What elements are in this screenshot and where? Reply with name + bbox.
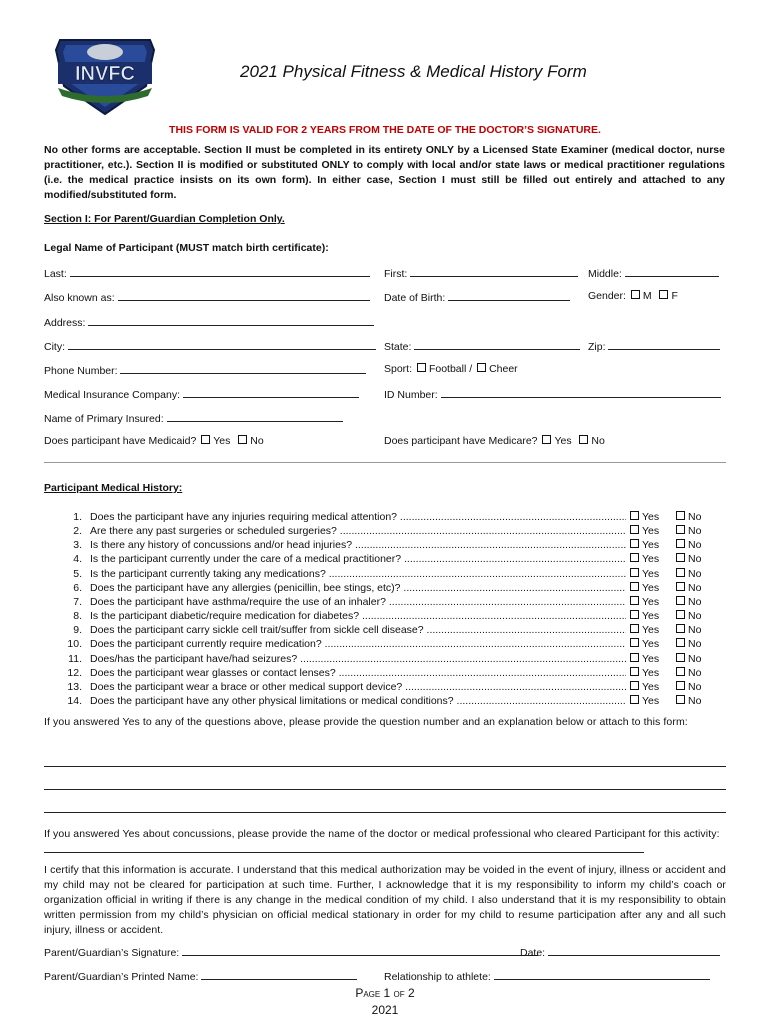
question-text: Does the participant have any injuries requiring medical attention? ..... xyxy=(90,511,626,523)
no-checkbox[interactable] xyxy=(676,695,685,704)
question-text: Is the participant currently taking any medications? ..... xyxy=(90,568,626,580)
gender-m-label: M xyxy=(642,290,652,302)
question-number: 11. xyxy=(68,652,82,665)
middle-label: Middle: xyxy=(588,268,622,280)
yes-checkbox[interactable] xyxy=(630,610,639,619)
question-text: Are there any past surgeries or scheduled surgeries? ..... xyxy=(90,525,626,537)
certification-paragraph: I certify that this information is accurate. I understand that this medical authorization may be voided in the event of injury, illness or accident and my child may not be cleared for participation at such time. Further, I acknowledge that it is my responsibility to inform my child’s coach or organization official in writing if there is any change in the medical condition of my child. I also understand that it is my responsibility to obtain written permission from my child’s physician on official medical stationary in order for my child to resume participation after any and all such injury, illness or accident. xyxy=(44,864,726,936)
medicare-question xyxy=(384,435,605,447)
no-label: No xyxy=(688,581,702,594)
relationship-field[interactable] xyxy=(384,969,710,983)
no-label: No xyxy=(688,666,702,679)
section1-heading: Section I: For Parent/Guardian Completion Only. xyxy=(44,213,285,225)
state-field[interactable] xyxy=(384,339,580,353)
city-field[interactable] xyxy=(44,339,376,353)
zip-label: Zip: xyxy=(588,341,606,353)
question-text: Does the participant have any other physical limitations or medical conditions? ..... xyxy=(90,695,626,707)
question-yes-option[interactable] xyxy=(628,667,659,679)
cheer-label: Cheer xyxy=(489,363,518,375)
no-checkbox[interactable] xyxy=(676,511,685,520)
insurance-field[interactable] xyxy=(44,387,359,401)
no-label: No xyxy=(688,694,702,707)
medical-question-row xyxy=(0,624,770,638)
no-label: No xyxy=(688,624,702,637)
concussion-prompt-text: If you answered Yes about concussions, please provide the name of the doctor or medical professional who cleared Participant for this activity: xyxy=(44,828,720,840)
aka-line[interactable] xyxy=(118,290,370,301)
medical-question-row xyxy=(0,582,770,596)
id-number-line[interactable] xyxy=(441,387,721,398)
medical-question-row xyxy=(0,553,770,567)
yes-checkbox[interactable] xyxy=(630,568,639,577)
explain-line-3[interactable] xyxy=(44,812,726,813)
question-yes-option[interactable] xyxy=(628,568,659,580)
football-checkbox[interactable] xyxy=(417,363,426,372)
question-number: 12. xyxy=(67,666,82,679)
medical-question-row xyxy=(0,681,770,695)
cheer-checkbox[interactable] xyxy=(477,363,486,372)
medicaid-no-label: No xyxy=(250,435,264,447)
medical-question-row xyxy=(0,596,770,610)
gender-label: Gender: xyxy=(588,290,626,302)
form-title: 2021 Physical Fitness & Medical History Form xyxy=(240,62,587,81)
question-no-option[interactable] xyxy=(674,624,701,636)
question-number: 1. xyxy=(73,511,82,523)
explain-prompt: If you answered Yes to any of the questions above, please provide the question number and an explanation below or attach to this form: xyxy=(44,716,688,728)
yes-label: Yes xyxy=(642,652,660,665)
zip-field[interactable] xyxy=(588,339,720,353)
yes-label: Yes xyxy=(642,610,660,623)
state-label: State: xyxy=(384,341,412,353)
question-no-option[interactable] xyxy=(674,582,701,594)
question-number: 8. xyxy=(73,610,82,623)
printed-name-field[interactable] xyxy=(44,969,357,983)
no-label: No xyxy=(688,680,702,693)
last-name-field[interactable] xyxy=(44,266,370,280)
phone-label: Phone Number: xyxy=(44,365,118,377)
question-yes-option[interactable] xyxy=(628,653,659,665)
signature-field[interactable] xyxy=(44,945,538,959)
primary-insured-label: Name of Primary Insured: xyxy=(44,413,164,425)
sport-field xyxy=(384,363,518,375)
yes-label: Yes xyxy=(642,581,660,594)
medicaid-no-checkbox[interactable] xyxy=(238,435,247,444)
gender-f-label: F xyxy=(671,290,678,302)
no-label: No xyxy=(688,539,702,552)
insurance-line[interactable] xyxy=(183,387,359,398)
footer-year: 2021 xyxy=(371,1003,399,1017)
medical-question-row xyxy=(0,638,770,652)
no-checkbox[interactable] xyxy=(676,568,685,577)
signature-line[interactable] xyxy=(182,945,538,956)
medicaid-yes-checkbox[interactable] xyxy=(201,435,210,444)
question-no-option[interactable] xyxy=(674,667,701,679)
no-label: No xyxy=(688,610,702,623)
no-checkbox[interactable] xyxy=(676,582,685,591)
question-no-option[interactable] xyxy=(674,638,701,650)
phone-field[interactable] xyxy=(44,363,366,377)
no-label: No xyxy=(688,652,702,665)
concussion-line[interactable] xyxy=(44,842,644,853)
question-text: Does the participant wear glasses or contact lenses? ..... xyxy=(90,667,626,679)
yes-label: Yes xyxy=(642,539,660,552)
medicaid-label: Does participant have Medicaid? xyxy=(44,435,197,447)
relationship-line[interactable] xyxy=(494,969,710,980)
dob-field[interactable] xyxy=(384,290,570,304)
yes-label: Yes xyxy=(642,525,660,538)
gender-field xyxy=(588,290,678,302)
question-yes-option[interactable] xyxy=(628,624,659,636)
question-yes-option[interactable] xyxy=(628,695,659,707)
question-text: Does/has the participant have/had seizures? ..... xyxy=(90,653,626,665)
question-no-option[interactable] xyxy=(674,511,701,523)
legal-name-label: Legal Name of Participant (MUST match birth certificate): xyxy=(44,242,329,254)
first-name-field[interactable] xyxy=(384,266,578,280)
state-line[interactable] xyxy=(414,339,580,350)
yes-label: Yes xyxy=(642,694,660,707)
no-checkbox[interactable] xyxy=(676,539,685,548)
question-text: Does the participant wear a brace or other medical support device? ..... xyxy=(90,681,626,693)
question-no-option[interactable] xyxy=(674,695,701,707)
yes-label: Yes xyxy=(642,638,660,651)
question-no-option[interactable] xyxy=(674,653,701,665)
question-number: 5. xyxy=(73,567,82,580)
question-text: Does the participant have asthma/require the use of an inhaler? ..... xyxy=(90,596,626,608)
question-number: 2. xyxy=(73,525,82,538)
yes-checkbox[interactable] xyxy=(630,624,639,633)
id-number-field[interactable] xyxy=(384,387,721,401)
question-text: Does the participant currently require medication? ..... xyxy=(90,638,626,650)
page-number: Page 1 of 2 xyxy=(355,986,415,1000)
yes-label: Yes xyxy=(642,624,660,637)
middle-line[interactable] xyxy=(625,266,719,277)
gender-m-checkbox[interactable] xyxy=(631,290,640,299)
no-label: No xyxy=(688,595,702,608)
date-field[interactable] xyxy=(520,945,720,959)
question-no-option[interactable] xyxy=(674,568,701,580)
medical-question-row xyxy=(0,511,770,525)
medicaid-yes-label: Yes xyxy=(213,435,231,447)
medicare-no-checkbox[interactable] xyxy=(579,435,588,444)
phone-line[interactable] xyxy=(120,363,366,374)
insurance-label: Medical Insurance Company: xyxy=(44,389,180,401)
address-line[interactable] xyxy=(88,315,374,326)
question-number: 14. xyxy=(67,694,82,707)
signature-label: Parent/Guardian’s Signature: xyxy=(44,947,180,959)
concussion-prompt xyxy=(44,827,726,858)
date-line[interactable] xyxy=(548,945,720,956)
question-text: Does the participant have any allergies (penicillin, bee stings, etc)? ..... xyxy=(90,582,626,594)
address-field[interactable] xyxy=(44,315,374,329)
yes-label: Yes xyxy=(642,567,660,580)
intro-paragraph: No other forms are acceptable. Section II must be completed in its entirety ONLY by a Licensed State Examiner (medical doctor, nurse practitioner, etc.). Section II is modified or substituted ONLY to comply with local and/or state laws or medical practitioner regulations (i.e. the medical practice insists on its own form). In either case, Section I must still be filled out entirely and attached to any modified/substituted form. xyxy=(44,144,725,201)
yes-label: Yes xyxy=(642,666,660,679)
last-label: Last: xyxy=(44,268,67,280)
no-checkbox[interactable] xyxy=(676,525,685,534)
yes-checkbox[interactable] xyxy=(630,653,639,662)
medical-question-row xyxy=(0,525,770,539)
first-label: First: xyxy=(384,268,408,280)
relationship-label: Relationship to athlete: xyxy=(384,971,491,983)
medical-question-row xyxy=(0,539,770,553)
no-label: No xyxy=(688,638,702,651)
yes-checkbox[interactable] xyxy=(630,596,639,605)
medical-question-row xyxy=(0,610,770,624)
question-number: 10. xyxy=(67,638,82,651)
yes-checkbox[interactable] xyxy=(630,582,639,591)
no-label: No xyxy=(688,511,702,523)
question-number: 3. xyxy=(73,539,82,552)
date-label: Date: xyxy=(520,947,546,959)
medicaid-question xyxy=(44,435,264,447)
yes-label: Yes xyxy=(642,680,660,693)
last-line[interactable] xyxy=(70,266,370,277)
question-no-option[interactable] xyxy=(674,525,701,537)
city-line[interactable] xyxy=(68,339,376,350)
medical-question-row xyxy=(0,568,770,582)
gender-f-checkbox[interactable] xyxy=(659,290,668,299)
id-number-label: ID Number: xyxy=(384,389,438,401)
no-checkbox[interactable] xyxy=(676,596,685,605)
explain-line-1[interactable] xyxy=(44,766,726,767)
city-label: City: xyxy=(44,341,65,353)
question-text: Is there any history of concussions and/or head injuries? ..... xyxy=(90,539,626,551)
question-no-option[interactable] xyxy=(674,553,701,565)
question-yes-option[interactable] xyxy=(628,638,659,650)
logo-text: INVFC xyxy=(75,63,135,85)
section-divider xyxy=(44,462,726,463)
question-yes-option[interactable] xyxy=(628,596,659,608)
printed-name-line[interactable] xyxy=(201,969,357,980)
no-checkbox[interactable] xyxy=(676,553,685,562)
question-yes-option[interactable] xyxy=(628,582,659,594)
question-yes-option[interactable] xyxy=(628,610,659,622)
yes-label: Yes xyxy=(642,553,660,566)
first-line[interactable] xyxy=(410,266,578,277)
medicare-yes-checkbox[interactable] xyxy=(542,435,551,444)
question-yes-option[interactable] xyxy=(628,681,659,693)
no-label: No xyxy=(688,553,702,566)
middle-name-field[interactable] xyxy=(588,266,719,280)
yes-checkbox[interactable] xyxy=(630,553,639,562)
question-yes-option[interactable] xyxy=(628,511,659,523)
question-yes-option[interactable] xyxy=(628,525,659,537)
medicare-label: Does participant have Medicare? xyxy=(384,435,538,447)
no-checkbox[interactable] xyxy=(676,638,685,647)
no-label: No xyxy=(688,567,702,580)
yes-label: Yes xyxy=(642,595,660,608)
dob-line[interactable] xyxy=(448,290,570,301)
dob-label: Date of Birth: xyxy=(384,292,446,304)
football-label: Football / xyxy=(428,363,473,375)
question-no-option[interactable] xyxy=(674,681,701,693)
yes-checkbox[interactable] xyxy=(630,638,639,647)
medical-question-row xyxy=(0,667,770,681)
question-yes-option[interactable] xyxy=(628,553,659,565)
no-label: No xyxy=(688,525,702,538)
medical-question-row xyxy=(0,653,770,667)
address-label: Address: xyxy=(44,317,86,329)
medicare-no-label: No xyxy=(591,435,605,447)
question-text: Is the participant currently under the care of a medical practitioner? ..... xyxy=(90,553,626,565)
aka-field[interactable] xyxy=(44,290,370,304)
aka-label: Also known as: xyxy=(44,292,115,304)
no-checkbox[interactable] xyxy=(676,681,685,690)
question-number: 6. xyxy=(73,581,82,594)
explain-line-2[interactable] xyxy=(44,789,726,790)
question-text: Does the participant carry sickle cell trait/suffer from sickle cell disease? ..... xyxy=(90,624,626,636)
yes-label: Yes xyxy=(642,511,660,523)
yes-checkbox[interactable] xyxy=(630,681,639,690)
yes-checkbox[interactable] xyxy=(630,525,639,534)
no-checkbox[interactable] xyxy=(676,667,685,676)
question-number: 9. xyxy=(73,624,82,637)
medicare-yes-label: Yes xyxy=(554,435,572,447)
question-no-option[interactable] xyxy=(674,596,701,608)
question-number: 7. xyxy=(73,595,82,608)
question-no-option[interactable] xyxy=(674,610,701,622)
yes-checkbox[interactable] xyxy=(630,695,639,704)
question-yes-option[interactable] xyxy=(628,539,659,551)
yes-checkbox[interactable] xyxy=(630,539,639,548)
primary-insured-line[interactable] xyxy=(167,411,343,422)
invfc-logo xyxy=(50,28,160,118)
medical-question-row xyxy=(0,695,770,709)
question-no-option[interactable] xyxy=(674,539,701,551)
question-number: 13. xyxy=(67,680,82,693)
medical-history-heading: Participant Medical History: xyxy=(44,482,183,494)
zip-line[interactable] xyxy=(608,339,720,350)
no-checkbox[interactable] xyxy=(676,610,685,619)
printed-name-label: Parent/Guardian’s Printed Name: xyxy=(44,971,199,983)
no-checkbox[interactable] xyxy=(676,624,685,633)
primary-insured-field[interactable] xyxy=(44,411,343,425)
sport-label: Sport: xyxy=(384,363,413,375)
no-checkbox[interactable] xyxy=(676,653,685,662)
yes-checkbox[interactable] xyxy=(630,667,639,676)
yes-checkbox[interactable] xyxy=(630,511,639,520)
question-text: Is the participant diabetic/require medication for diabetes? ..... xyxy=(90,610,626,622)
question-number: 4. xyxy=(73,553,82,566)
valid-notice: THIS FORM IS VALID FOR 2 YEARS FROM THE DATE OF THE DOCTOR’S SIGNATURE. xyxy=(169,124,601,136)
